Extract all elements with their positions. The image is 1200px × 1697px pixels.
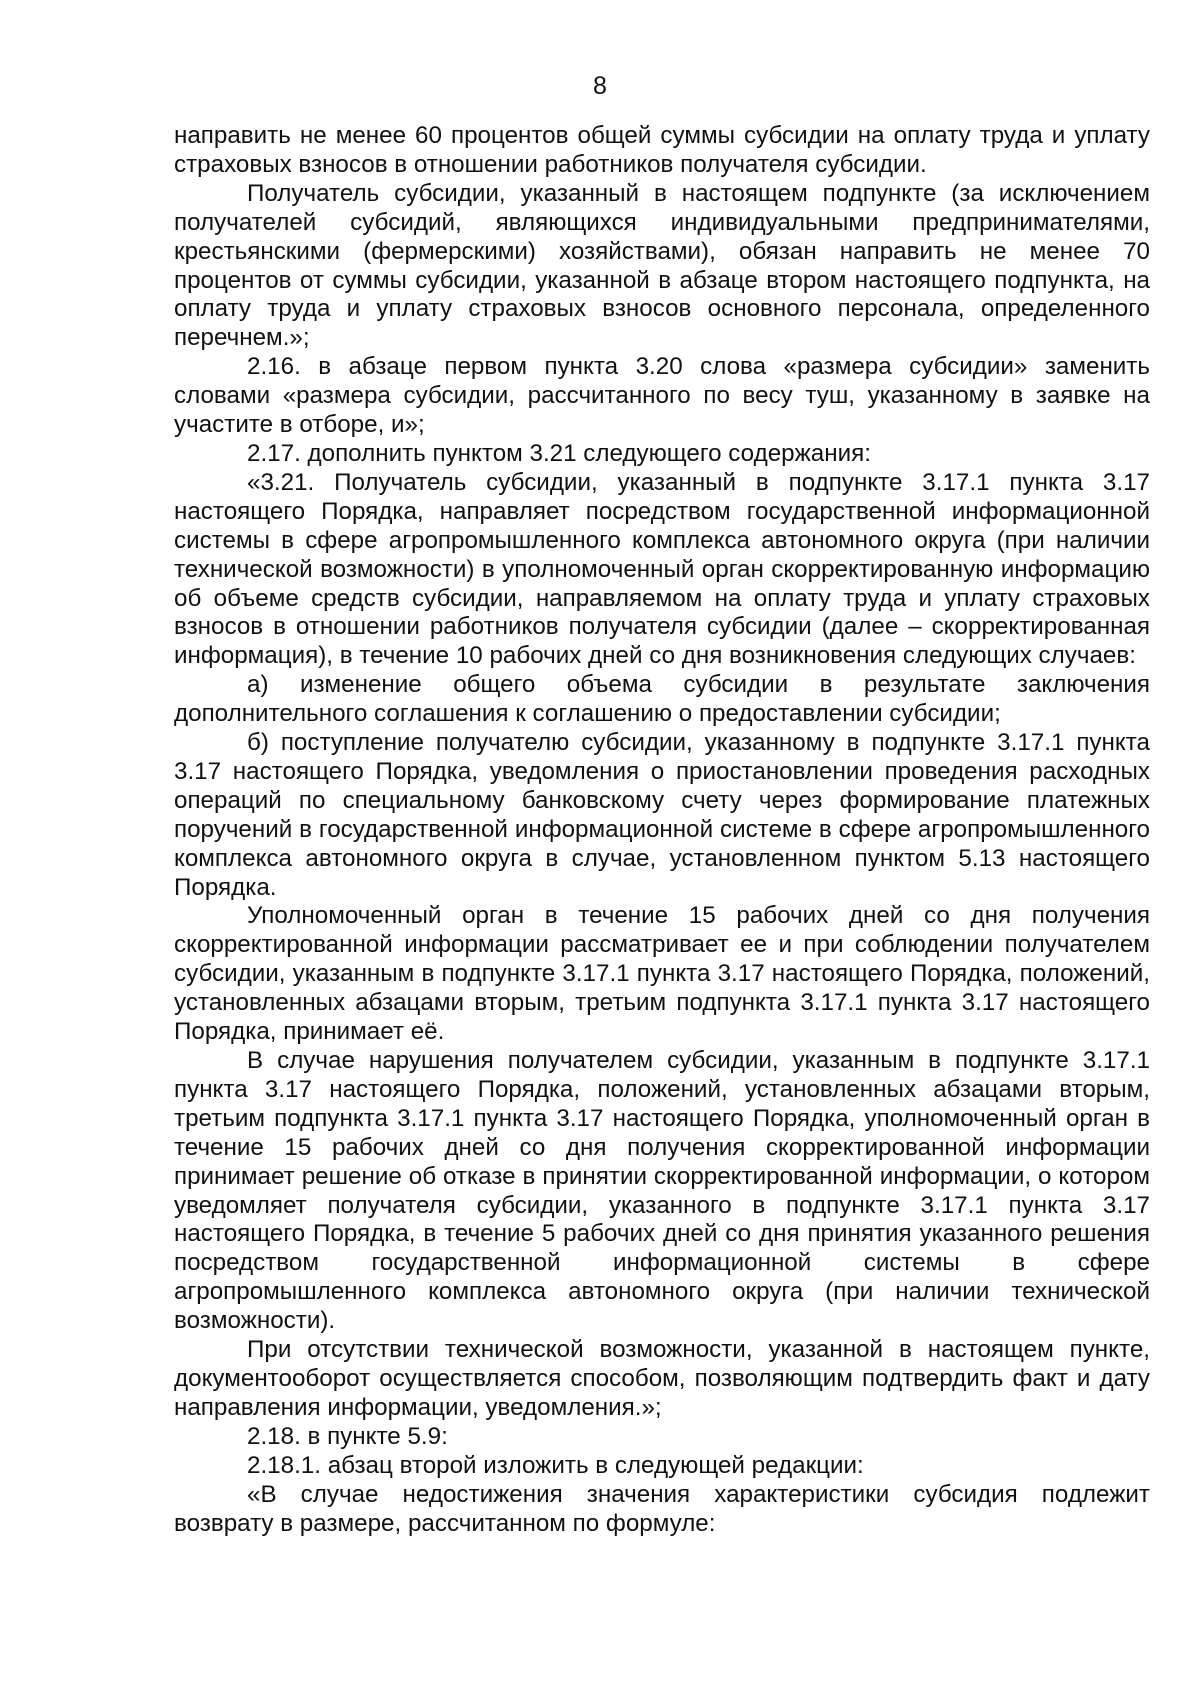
paragraph: Получатель субсидии, указанный в настоящем подпункте (за исключением получателей субсидий, являющихся индивидуальными предпринимателями, крестьянскими (фермерскими) хозяйствами), обязан направить не менее 70 процентов от суммы субсидии, указанной в абзаце втором настоящего подпункта, на оплату труда и уплату страховых взносов основного персонала, определенного перечнем.»;: [174, 179, 1150, 352]
paragraph: В случае нарушения получателем субсидии, указанным в подпункте 3.17.1 пункта 3.17 настоящего Порядка, положений, установленных абзацами вторым, третьим подпункта 3.17.1 пункта 3.17 настоящего Порядка, уполномоченный орган в течение 15 рабочих дней со дня получения скорректированной информации принимает решение об отказе в принятии скорректированной информации, о котором уведомляет получателя субсидии, указанного в подпункте 3.17.1 пункта 3.17 настоящего Порядка, в течение 5 рабочих дней со дня принятия указанного решения посредством государственной информационной системы в сфере агропромышленного комплекса автономного округа (при наличии технической возможности).: [174, 1047, 1150, 1335]
paragraph: «В случае недостижения значения характеристики субсидия подлежит возврату в размере, рассчитанном по формуле:: [174, 1480, 1150, 1537]
paragraph: Уполномоченный орган в течение 15 рабочих дней со дня получения скорректированной информации рассматривает ее и при соблюдении получателем субсидии, указанным в подпункте 3.17.1 пункта 3.17 настоящего Порядка, положений, установленных абзацами вторым, третьим подпункта 3.17.1 пункта 3.17 настоящего Порядка, принимает её.: [174, 902, 1150, 1046]
paragraph: При отсутствии технической возможности, указанной в настоящем пункте, документооборот осуществляется способом, позволяющим подтвердить факт и дату направления информации, уведомления.»;: [174, 1336, 1150, 1421]
page-number: 8: [593, 72, 607, 100]
paragraph: 2.16. в абзаце первом пункта 3.20 слова «размера субсидии» заменить словами «размера субсидии, рассчитанного по весу туш, указанному в заявке на участите в отборе, и»;: [174, 353, 1150, 439]
paragraph: б) поступление получателю субсидии, указанному в подпункте 3.17.1 пункта 3.17 настоящего Порядка, уведомления о приостановлении проведения расходных операций по специальному банковскому счету через формирование платежных поручений в государственной информационной системе в сфере агропромышленного комплекса автономного округа в случае, установленном пунктом 5.13 настоящего Порядка.: [174, 729, 1150, 901]
paragraph: а) изменение общего объема субсидии в результате заключения дополнительного соглашения к соглашению о предоставлении субсидии;: [174, 671, 1150, 728]
paragraph: «3.21. Получатель субсидии, указанный в подпункте 3.17.1 пункта 3.17 настоящего Порядка, направляет посредством государственной информационной системы в сфере агропромышленного комплекса автономного округа (при наличии технической возможности) в уполномоченный орган скорректированную информацию об объеме средств субсидии, направляемом на оплату труда и уплату страховых взносов в отношении работников получателя субсидии (далее – скорректированная информация), в течение 10 рабочих дней со дня возникновения следующих случаев:: [174, 468, 1150, 670]
paragraph: 2.17. дополнить пунктом 3.21 следующего содержания:: [247, 439, 871, 467]
paragraph: 2.18. в пункте 5.9:: [247, 1422, 448, 1450]
paragraph: направить не менее 60 процентов общей суммы субсидии на оплату труда и уплату страховых взносов в отношении работников получателя субсидии.: [174, 122, 1150, 178]
document-body: [174, 122, 1150, 1538]
paragraph: 2.18.1. абзац второй изложить в следующей редакции:: [247, 1451, 864, 1479]
